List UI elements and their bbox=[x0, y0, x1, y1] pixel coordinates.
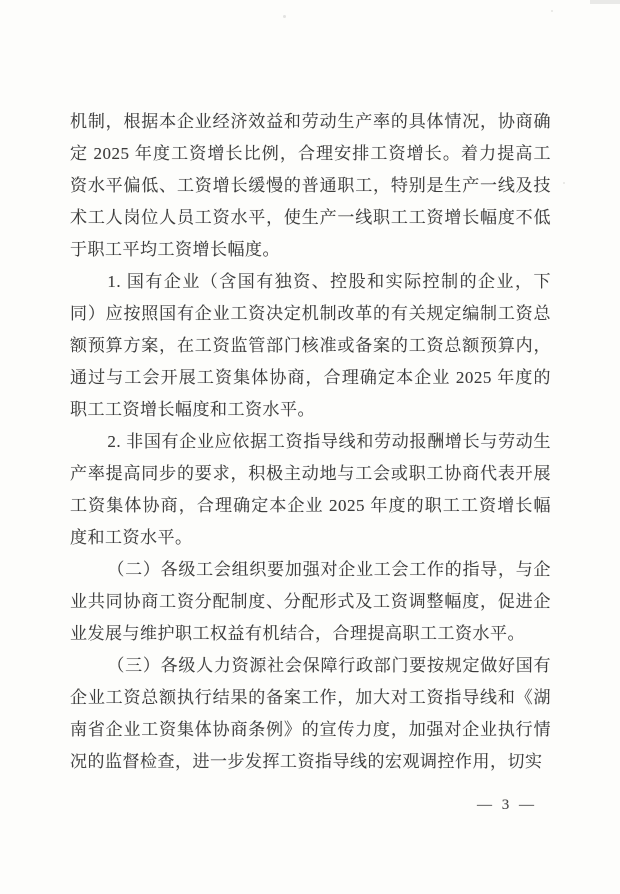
paragraph-section-2-trade-unions: （二）各级工会组织要加强对企业工会工作的指导，与企业共同协商工资分配制度、分配形式及工资调整幅度，促进企业发展与维护职工权益有机结合，合理提高职工工资水平。 bbox=[70, 560, 551, 643]
scan-speck bbox=[551, 10, 553, 12]
scan-smudge bbox=[590, 0, 620, 4]
paragraph-item-1-state-owned-enterprises: 1. 国有企业（含国有独资、控股和实际控制的企业，下同）应按照国有企业工资决定机制改革的有关规定编制工资总额预算方案，在工资监管部门核准或备案的工资总额预算内，通过与工会开展工资集体协商，合理确定本企业 2025 年度的职工工资增长幅度和工资水平。 bbox=[70, 272, 551, 419]
scan-speck bbox=[283, 15, 286, 18]
paragraph-item-2-non-state-owned-enterprises: 2. 非国有企业应依据工资指导线和劳动报酬增长与劳动生产率提高同步的要求，积极主动地与工会或职工协商代表开展工资集体协商，合理确定本企业 2025 年度的职工工资增长幅度和工资水平。 bbox=[70, 432, 551, 547]
scan-speck bbox=[563, 182, 565, 184]
document-body bbox=[70, 106, 551, 778]
paragraph-continuation: 机制，根据本企业经济效益和劳动生产率的具体情况，协商确定 2025 年度工资增长比例，合理安排工资增长。着力提高工资水平偏低、工资增长缓慢的普通职工，特别是生产一线及技术工人岗位人员工资水平，使生产一线职工工资增长幅度不低于职工平均工资增长幅度。 bbox=[70, 112, 551, 259]
page-number: — 3 — bbox=[477, 797, 537, 813]
paragraph-section-3-hr-departments: （三）各级人力资源社会保障行政部门要按规定做好国有企业工资总额执行结果的备案工作，加大对工资指导线和《湖南省企业工资集体协商条例》的宣传力度，加强对企业执行情况的监督检查，进一步发挥工资指导线的宏观调控作用，切实 bbox=[70, 656, 551, 771]
